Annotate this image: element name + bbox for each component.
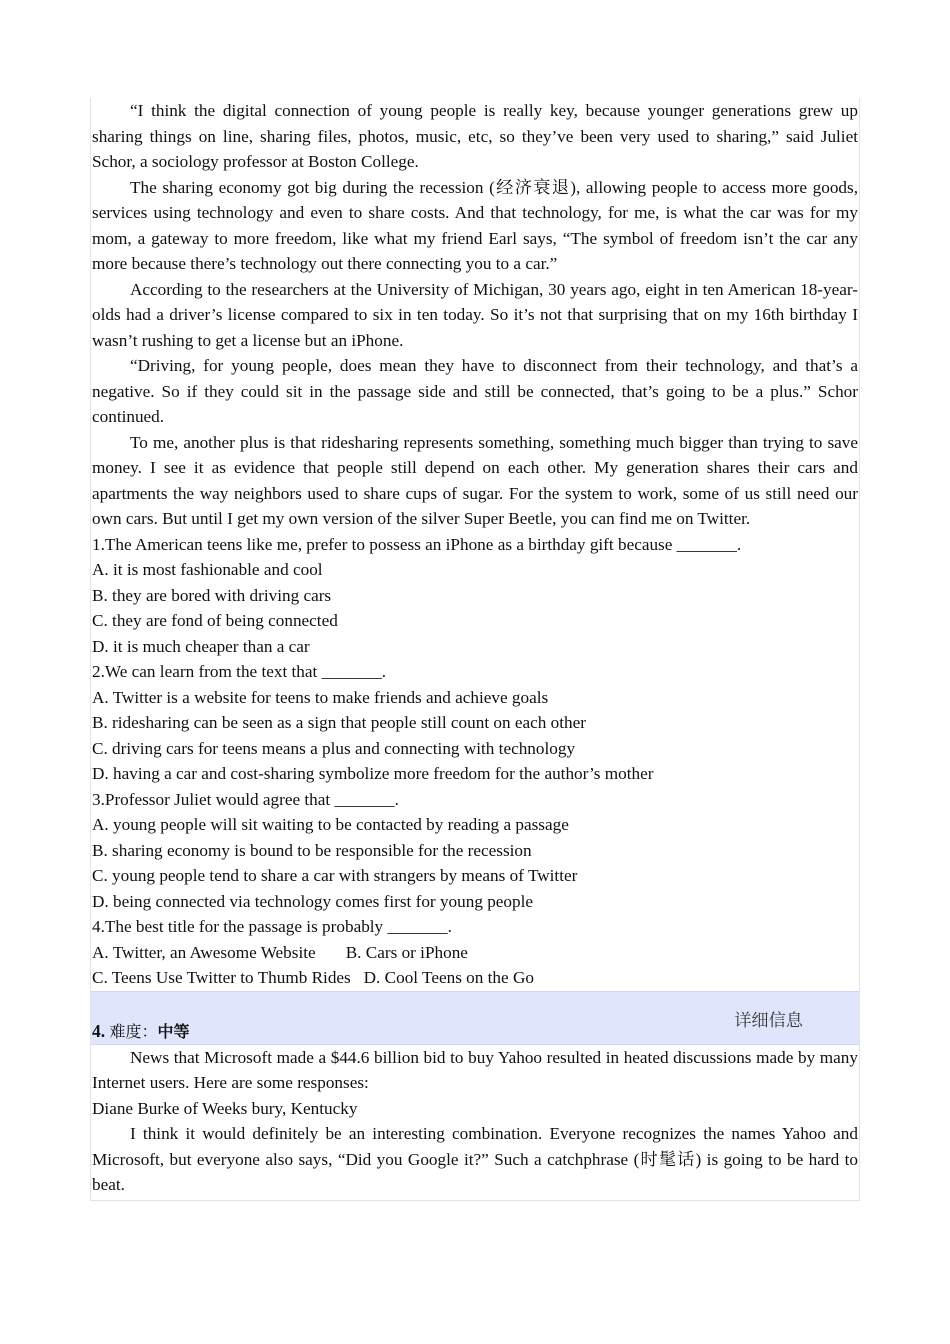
document-frame	[90, 98, 860, 1201]
difficulty-label: 难度：	[109, 1021, 158, 1041]
passage-block	[91, 98, 859, 991]
question-4-options-row-1: A. Twitter, an Awesome Website B. Cars or iPhone	[92, 942, 468, 962]
section-4-difficulty	[92, 1020, 190, 1043]
difficulty-value: 中等	[157, 1021, 190, 1041]
passage-paragraph-2: The sharing economy got big during the recession (经济衰退), allowing people to access more goods, services using technology and even to share costs. And that technology, for me, is what the car was for my mom, a gateway to more freedom, like what my friend Earl says, “The symbol of freedom isn’t the car any more because there’s technology out there connecting you to a car.”	[92, 177, 858, 273]
question-3-option-a: A. young people will sit waiting to be contacted by reading a passage	[92, 815, 569, 834]
section-4-intro: News that Microsoft made a $44.6 billion bid to buy Yahoo resulted in heated discussions made by many Internet users. Here are some responses:	[92, 1047, 858, 1092]
question-2-option-d: D. having a car and cost-sharing symbolize more freedom for the author’s mother	[92, 764, 654, 783]
passage-paragraph-3: According to the researchers at the University of Michigan, 30 years ago, eight in ten American 18-year-olds had a driver’s license compared to six in ten today. So it’s not that surprising that on my 16th birthday I wasn’t rushing to get a license but an iPhone.	[92, 279, 858, 350]
question-4-options-row-2: C. Teens Use Twitter to Thumb Rides D. Cool Teens on the Go	[92, 968, 534, 987]
question-1-option-c: C. they are fond of being connected	[92, 611, 338, 630]
question-2-option-a: A. Twitter is a website for teens to make friends and achieve goals	[92, 687, 549, 707]
question-1-stem: 1.The American teens like me, prefer to possess an iPhone as a birthday gift because _______.	[92, 534, 742, 554]
section-4-byline: Diane Burke of Weeks bury, Kentucky	[92, 1098, 358, 1118]
question-1-option-a: A. it is most fashionable and cool	[92, 560, 323, 579]
section-4-header	[91, 991, 859, 1045]
question-2-stem: 2.We can learn from the text that _______.	[92, 662, 387, 681]
question-1-option-b: B. they are bored with driving cars	[92, 585, 332, 605]
question-3-stem: 3.Professor Juliet would agree that _______.	[92, 789, 399, 809]
question-2-option-b: B. ridesharing can be seen as a sign that people still count on each other	[92, 713, 586, 732]
question-3-option-d: D. being connected via technology comes first for young people	[92, 891, 534, 911]
passage-paragraph-4: “Driving, for young people, does mean they have to disconnect from their technology, and that’s a negative. So if they could sit in the passage side and still be connected, that’s going to be a plus.” Schor continued.	[92, 356, 858, 426]
passage-paragraph-1: “I think the digital connection of young people is really key, because younger generations grew up sharing things on line, sharing files, photos, music, etc, so they’ve been very used to sharing,” said Juliet Schor, a sociology professor at Boston College.	[92, 101, 858, 171]
question-1-option-d: D. it is much cheaper than a car	[92, 636, 310, 656]
details-link[interactable]: 详细信息	[734, 1010, 803, 1031]
section-4-passage	[91, 1045, 859, 1201]
question-3-option-c: C. young people tend to share a car with strangers by means of Twitter	[92, 866, 578, 885]
question-3-option-b: B. sharing economy is bound to be responsible for the recession	[92, 840, 532, 860]
passage-paragraph-5: To me, another plus is that ridesharing represents something, something much bigger than trying to save money. I see it as evidence that people still depend on each other. My generation shares their cars and apartments the way neighbors used to share cups of sugar. For the system to work, some of us still need our own cars. But until I get my own version of the silver Super Beetle, you can find me on Twitter.	[92, 432, 858, 528]
section-4-number: 4.	[92, 1020, 106, 1041]
section-4-response: I think it would definitely be an interesting combination. Everyone recognizes the names Yahoo and Microsoft, but everyone also says, “Did you Google it?” Such a catchphrase (时髦话) is going to be hard to beat.	[92, 1124, 858, 1194]
question-4-stem: 4.The best title for the passage is probably _______.	[92, 917, 452, 936]
question-2-option-c: C. driving cars for teens means a plus and connecting with technology	[92, 738, 576, 758]
